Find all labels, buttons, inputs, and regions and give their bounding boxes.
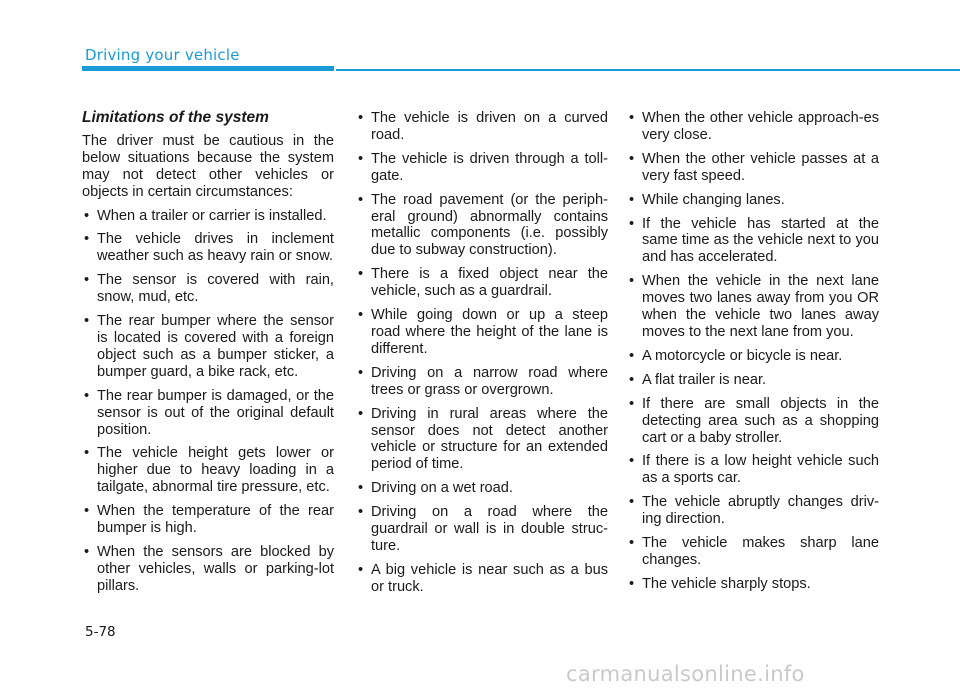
list-item: • The vehicle is driven through a toll-gate. — [356, 151, 608, 185]
bullet-list-3 — [627, 110, 879, 593]
list-item: • Driving on a road where the guardrail or wall is in double struc-ture. — [356, 504, 608, 555]
list-item: • A motorcycle or bicycle is near. — [627, 348, 879, 365]
list-item: • The vehicle drives in inclement weather such as heavy rain or snow. — [82, 231, 334, 265]
list-item: • Driving on a narrow road where trees or grass or overgrown. — [356, 365, 608, 399]
list-item: • When the other vehicle approach-es very close. — [627, 110, 879, 144]
list-item: • When the sensors are blocked by other vehicles, walls or parking-lot pillars. — [82, 544, 334, 595]
intro-paragraph: The driver must be cautious in the below situations because the system may not detect other vehicles or objects in certain circumstances: — [82, 132, 334, 200]
header-rule-thin — [336, 69, 960, 71]
list-item: • There is a fixed object near the vehicle, such as a guardrail. — [356, 266, 608, 300]
list-item: • The road pavement (or the periph-eral ground) abnormally contains metallic components (i.e. possibly due to subway construction). — [356, 192, 608, 260]
list-item: • The rear bumper is damaged, or the sensor is out of the original default position. — [82, 388, 334, 439]
list-item: • The vehicle is driven on a curved road. — [356, 110, 608, 144]
list-item: • A flat trailer is near. — [627, 372, 879, 389]
watermark: carmanualsonline.info — [566, 662, 805, 686]
page-number: 5-78 — [85, 624, 116, 640]
list-item: • The sensor is covered with rain, snow, mud, etc. — [82, 272, 334, 306]
list-item: • If there are small objects in the detecting area such as a shopping cart or a baby stroller. — [627, 396, 879, 447]
list-item: • Driving in rural areas where the sensor does not detect another vehicle or structure for an extended period of time. — [356, 406, 608, 474]
list-item: • The vehicle makes sharp lane changes. — [627, 535, 879, 569]
column-3 — [627, 110, 879, 600]
bullet-list-1 — [82, 208, 334, 595]
list-item: • While changing lanes. — [627, 192, 879, 209]
section-heading: Limitations of the system — [82, 109, 269, 126]
section-title: Driving your vehicle — [85, 46, 240, 64]
list-item: • If the vehicle has started at the same time as the vehicle next to you and has accelerated. — [627, 216, 879, 267]
list-item: • When the temperature of the rear bumper is high. — [82, 503, 334, 537]
list-item: • While going down or up a steep road where the height of the lane is different. — [356, 307, 608, 358]
list-item: • The vehicle sharply stops. — [627, 576, 879, 593]
list-item: • The vehicle abruptly changes driv-ing direction. — [627, 494, 879, 528]
bullet-list-2 — [356, 110, 608, 596]
list-item: • When the other vehicle passes at a very fast speed. — [627, 151, 879, 185]
list-item: • The rear bumper where the sensor is located is covered with a foreign object such as a bumper sticker, a bumper guard, a bike rack, etc. — [82, 313, 334, 381]
list-item: • If there is a low height vehicle such as a sports car. — [627, 453, 879, 487]
list-item: • When the vehicle in the next lane moves two lanes away from you OR when the vehicle two lanes away moves to the next lane from you. — [627, 273, 879, 341]
list-item: • A big vehicle is near such as a bus or truck. — [356, 562, 608, 596]
list-item: • The vehicle height gets lower or higher due to heavy loading in a tailgate, abnormal tire pressure, etc. — [82, 445, 334, 496]
column-2 — [356, 110, 608, 603]
header-rule-thick — [82, 66, 334, 71]
list-item: • Driving on a wet road. — [356, 480, 608, 497]
list-item: • When a trailer or carrier is installed. — [82, 208, 334, 225]
column-1 — [82, 110, 334, 602]
